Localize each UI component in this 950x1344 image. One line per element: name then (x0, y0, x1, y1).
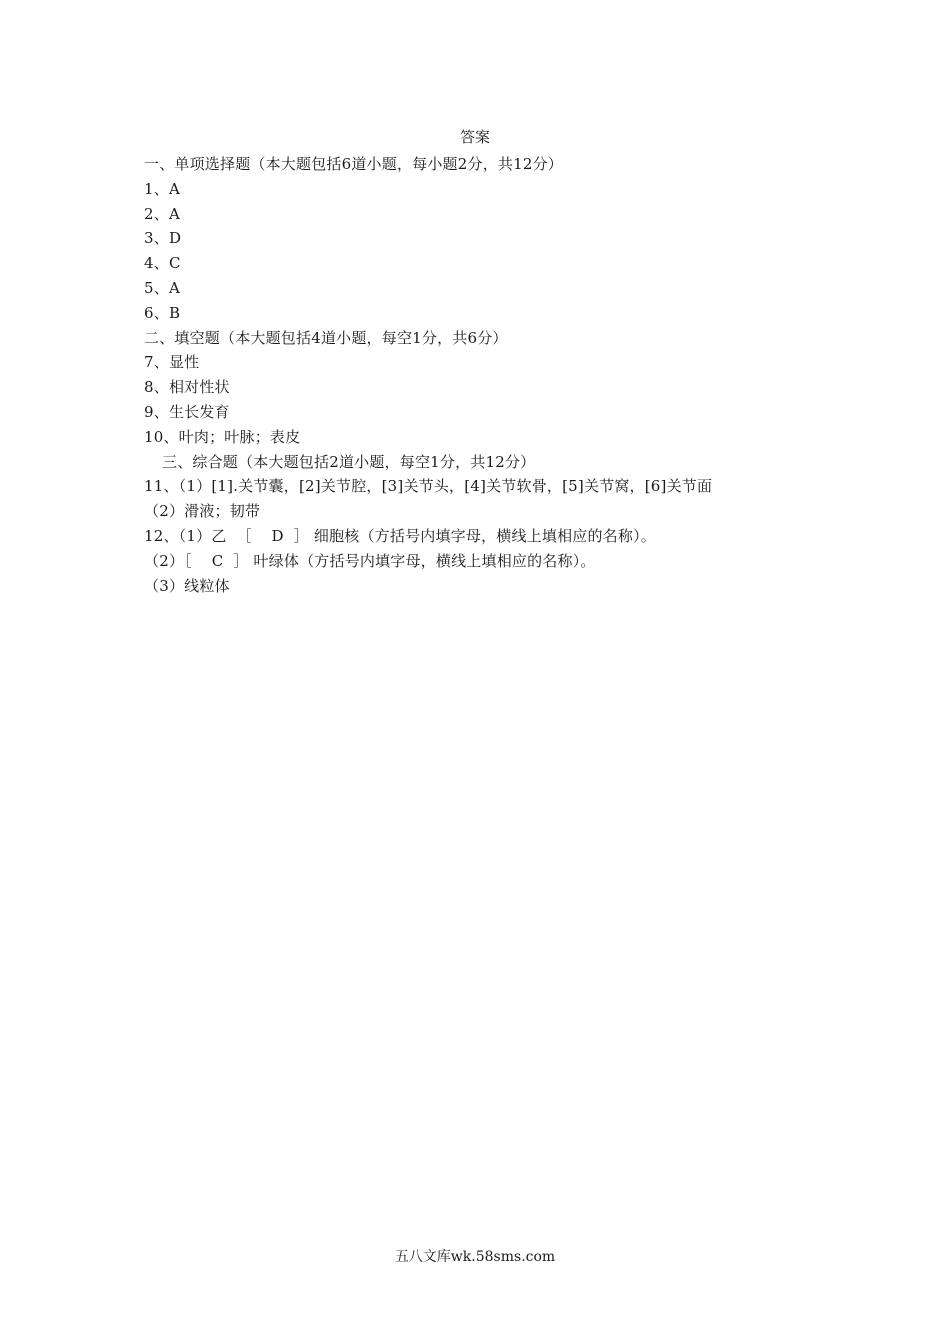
section-heading-multiple-choice: 一、单项选择题（本大题包括6道小题，每小题2分，共12分） (144, 155, 563, 173)
answer-line: 5、A (144, 278, 180, 297)
answer-line: 4、C (144, 254, 181, 273)
answer-line: 11、（1）[1].关节囊，[2]关节腔，[3]关节头，[4]关节软骨，[5]关节窝，[6]关节面 (144, 477, 713, 496)
answer-line: 6、B (144, 303, 181, 322)
answer-line: 7、显性 (144, 353, 200, 372)
answer-line: 8、相对性状 (144, 378, 230, 397)
answer-line: 1、A (144, 179, 180, 198)
answer-line: 3、D (144, 229, 182, 248)
answer-line: （3）线粒体 (144, 576, 230, 595)
answer-title: 答案 (459, 128, 490, 146)
answer-line: 10、叶肉；叶脉；表皮 (144, 427, 301, 446)
answer-body (144, 152, 824, 598)
footer-watermark: 五八文库wk.58sms.com (394, 1249, 556, 1265)
answer-line: （2）［ C ］ 叶绿体（方括号内填字母，横线上填相应的名称）。 (144, 551, 596, 570)
answer-line: 2、A (144, 204, 180, 223)
answer-line: 12、（1）乙 ［ D ］ 细胞核（方括号内填字母，横线上填相应的名称）。 (144, 526, 656, 545)
section-heading-comprehensive: 三、综合题（本大题包括2道小题，每空1分，共12分） (162, 452, 536, 471)
section-heading-fill-in: 二、填空题（本大题包括4道小题，每空1分，共6分） (144, 328, 508, 347)
answer-line: 9、生长发育 (144, 402, 230, 421)
answer-line: （2）滑液；韧带 (144, 502, 261, 521)
